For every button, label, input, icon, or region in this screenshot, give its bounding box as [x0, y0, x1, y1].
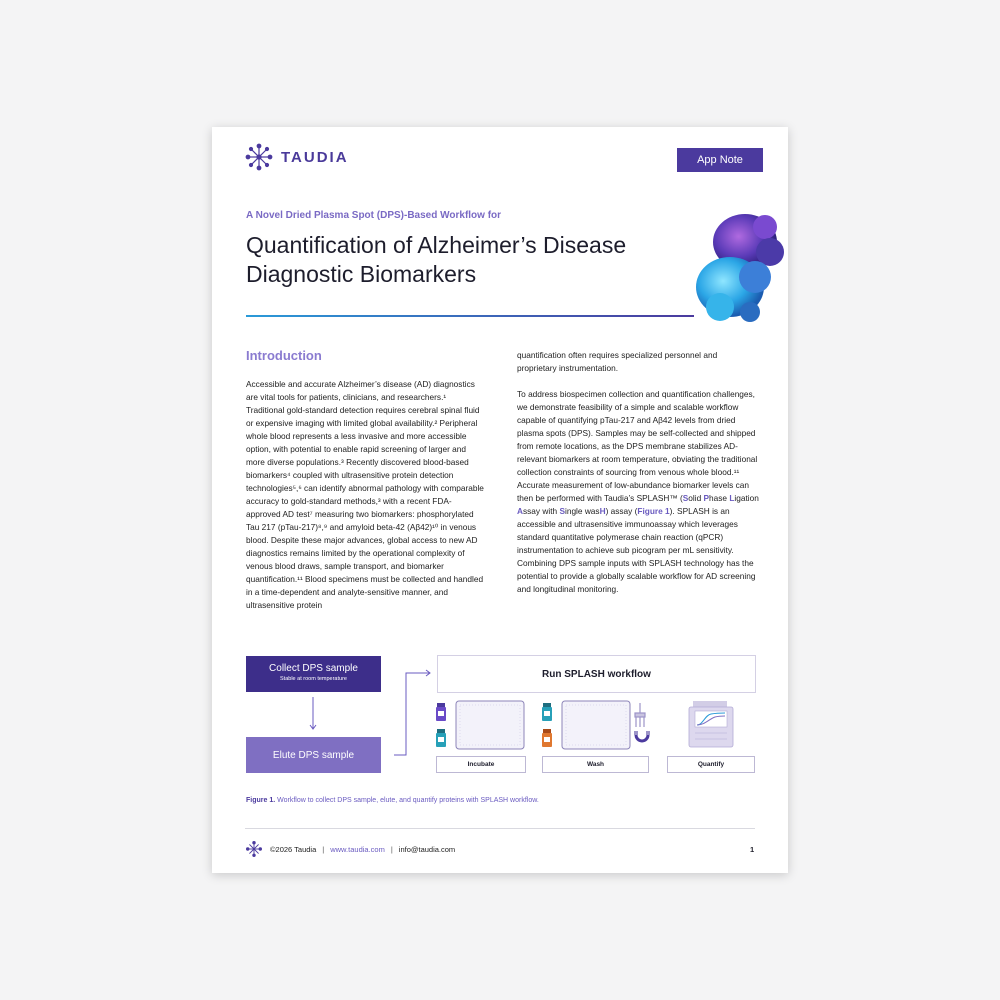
- introduction-heading: Introduction: [246, 348, 322, 363]
- magnet-icon: [634, 731, 650, 741]
- footer-divider: [245, 828, 755, 829]
- doc-subtitle: A Novel Dried Plasma Spot (DPS)-Based Workflow for: [246, 210, 502, 221]
- incubate-step-label: Incubate: [436, 756, 526, 773]
- well-plate-icon: [456, 701, 524, 749]
- pipette-icon: [635, 703, 645, 727]
- footer-website-link[interactable]: www.taudia.com: [330, 844, 385, 854]
- reagent-vial-icon: [542, 703, 552, 721]
- workflow-paragraph: To address biospecimen collection and quantification challenges, we demonstrate feasibility of a simple and scalable workflow capable of quantifying pTau-217 and Aβ42 levels from dried plasma spots (DPS). Samples may be self-collected and shipped from remote locations, as the DPS membrane stabilizes AD-relevant biomarkers at room temperature, obviating the traditional collection constraints of sourcing from venous whole blood.¹¹ Accurate measurement of low-abundance biomarker levels can then be performed with Taudia’s SPLASH™ (Solid Phase Ligation Assay with Single wasH) assay (Figure 1). SPLASH is an accessible and ultrasensitive immunoassay which leverages standard quantitative polymerase chain reaction (qPCR) instrumentation to achieve sub picogram per mL sensitivity. Combining DPS sample inputs with SPLASH technology has the potential to provide a globally scalable workflow for AD screening and longitudinal monitoring.: [517, 389, 759, 594]
- taudia-logo-icon: [245, 143, 273, 171]
- quantify-step-label: Quantify: [667, 756, 755, 773]
- wash-step-label: Wash: [542, 756, 649, 773]
- collect-dps-sublabel: Stable at room temperature: [280, 676, 347, 682]
- protein-structure-image: [690, 207, 788, 337]
- taudia-footer-logo-icon: [246, 841, 262, 857]
- elute-dps-box: Elute DPS sample: [246, 737, 381, 773]
- footer: ©2026 Taudia | www.taudia.com | info@taudia.com: [246, 841, 455, 857]
- page-number: 1: [750, 845, 755, 854]
- doc-title: Quantification of Alzheimer’s Disease Diagnostic Biomarkers: [246, 232, 627, 287]
- run-splash-box: Run SPLASH workflow: [437, 655, 756, 693]
- body-column-left: [246, 378, 484, 625]
- down-arrow-icon: [307, 697, 319, 733]
- incubate-illustration: [434, 699, 528, 755]
- reagent-vial-icon: [436, 729, 446, 747]
- intro-paragraph: Accessible and accurate Alzheimer’s disease (AD) diagnostics are vital tools for patients, clinicians, and researchers.¹ Traditional gold-standard detection requires cerebral spinal fluid or expensive imaging with limited global availability.² Peripheral whole blood represents a less invasive and more accessible option, with potential to enable rapid screening of larger and more diverse populations.³ Recently discovered blood-based biomarkers⁴ coupled with ultrasensitive protein detection technologies⁵,⁶ can identify abnormal pathology with comparable accuracy to gold-standard methods,³ with a recent FDA-approved AD test⁷ measuring two biomarkers: phosphorylated Tau 217 (pTau-217)⁸,⁹ and amyloid beta-42 (Aβ42)¹⁰ in venous blood. Despite these major advances, global access to new AD diagnostics remains limited by the operational complexity of venous blood draws, sample transport, and biomarker quantification.¹¹ Blood specimens must be collected and handled in a time-dependent and analyte-sensitive manner, and ultrasensitive protein: [246, 379, 484, 610]
- footer-email-link[interactable]: info@taudia.com: [398, 844, 456, 854]
- collect-dps-label: Collect DPS sample: [269, 663, 358, 674]
- brand-name: TAUDIA: [281, 148, 349, 166]
- flow-arrow-icon: [392, 667, 436, 759]
- intro-paragraph-continued: quantification often requires specialized personnel and proprietary instrumentation.: [517, 350, 718, 373]
- collect-dps-box: [246, 656, 381, 692]
- figure-1-link[interactable]: Figure 1: [637, 506, 670, 516]
- body-column-right: [517, 349, 759, 609]
- well-plate-icon: [562, 701, 630, 749]
- wash-illustration: [540, 699, 656, 755]
- reagent-vial-icon: [436, 703, 446, 721]
- figure-caption: Figure 1. Workflow to collect DPS sample, elute, and quantify proteins with SPLASH workflow.: [246, 797, 539, 804]
- title-divider: [246, 315, 694, 317]
- reagent-vial-icon: [542, 729, 552, 747]
- qpcr-instrument-icon: [687, 699, 737, 751]
- app-note-badge: App Note: [677, 148, 763, 172]
- footer-copyright: ©2026 Taudia: [270, 844, 317, 854]
- taudia-logo: [245, 143, 349, 171]
- app-note-page: [212, 127, 788, 873]
